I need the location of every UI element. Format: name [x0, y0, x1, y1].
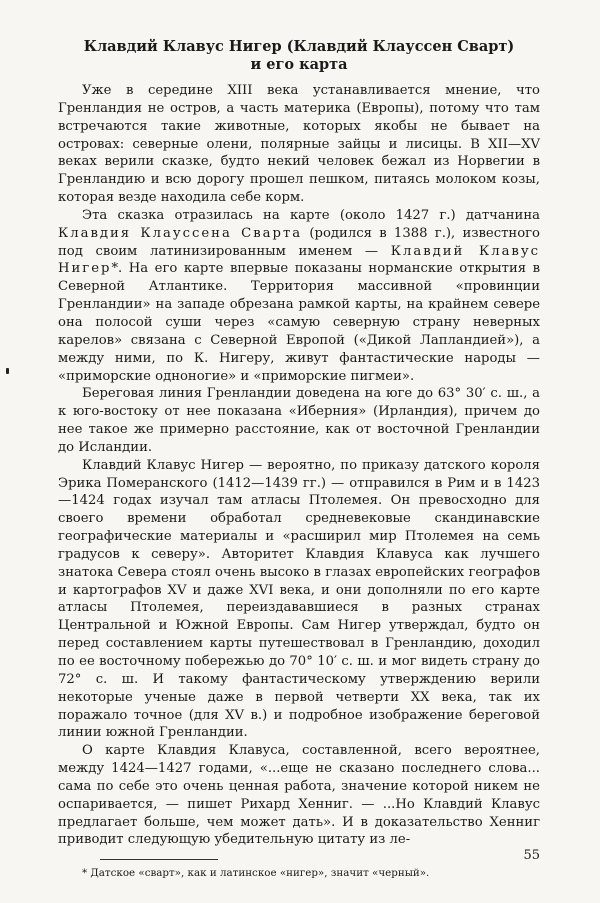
paragraph-2: [58, 207, 540, 385]
paragraph-3: Береговая линия Гренландии доведена на юге до 63° 30′ с. ш., а к юго-востоку от нее показана «Иберния» (Ирландия), причем до нее такое же примерно расстояние, как от восточной Гренландии до Исландии.: [58, 386, 540, 455]
paragraph-4: Клавдий Клавус Нигер — вероятно, по приказу датского короля Эрика Померанского (1412—1439 гг.) — отправился в Рим и в 1423—1424 годах изучал там атласы Птолемея. Он превосходно для своего времени обработал средневековые скандинавские географические материалы и «расширил мир Птолемея на семь градусов к северу». Авторитет Клавдия Клавуса как лучшего знатока Севера стоял очень высоко в глазах европейских географов и картографов XV и даже XVI века, и они дополняли по его карте атласы Птолемея, переиздававшиеся в разных странах Центральной и Южной Европы. Сам Нигер утверждал, будто он перед составлением карты путешествовал в Гренландию, доходил по ее восточному побережью до 70° 10′ с. ш. и мог видеть страну до 72° с. ш. И такому фантастическому утверждению верили некоторые ученые даже в первой четверти XX века, так их поражало точное (для XV в.) и подробное изображение береговой линии южной Гренландии.: [58, 457, 540, 741]
chapter-title: [58, 38, 540, 74]
paragraph-5: О карте Клавдия Клавуса, составленной, всего вероятнее, между 1424—1427 годами, «...еще не сказано последнего слова... сама по себе это очень ценная работа, значение которой никем не оспаривается, — пишет Рихард Хенниг. — ...Но Клавдий Клавус предлагает больше, чем может дать». И в доказательство Хенниг приводит следующую убедительную цитату из ле-: [58, 743, 540, 848]
footnote: * Датское «сварт», как и латинское «нигер», значит «черный».: [82, 867, 430, 880]
paragraph-2-text-b: (родился в 1388 г.), известного под своим латинизированным именем —: [58, 225, 540, 259]
page-body: [58, 38, 540, 880]
margin-mark: [6, 368, 9, 374]
paragraph-2-text-c: *. На его карте впервые показаны норманские открытия в Северной Атлантике. Территория массивной «провинции Гренландии» на западе обрезана рамкой карты, на крайнем севере она полосой суши через «самую северную страну неверных карелов» связана с Северной Европой («Дикой Лапландией»), а между ними, по К. Нигеру, живут фантастические народы — «приморские одноногие» и «приморские пигмеи».: [58, 261, 540, 384]
spaced-name-2: Клавдий Клавус Нигер: [58, 243, 540, 277]
spaced-name-1: Клавдия Клауссена Сварта: [58, 225, 303, 241]
paragraph-1: Уже в середине XIII века устанавливается мнение, что Гренландия не остров, а часть материка (Европы), потому что там встречаются такие животные, которых якобы не бывает на островах: северные олени, полярные зайцы и лисицы. В XII—XV веках верили сказке, будто некий человек бежал из Норвегии в Гренландию и всю дорогу прошел пешком, питаясь молоком козы, которая везде находила себе корм.: [58, 83, 540, 206]
chapter-title-line2: и его карта: [250, 56, 348, 73]
paragraph-2-text-a: Эта сказка отразилась на карте (около 1427 г.) датчанина: [82, 207, 540, 223]
page-number: 55: [523, 848, 540, 863]
footnote-divider: [100, 859, 218, 860]
chapter-title-line1: Клавдий Клавус Нигер (Клавдий Клауссен Сварт): [83, 38, 515, 55]
